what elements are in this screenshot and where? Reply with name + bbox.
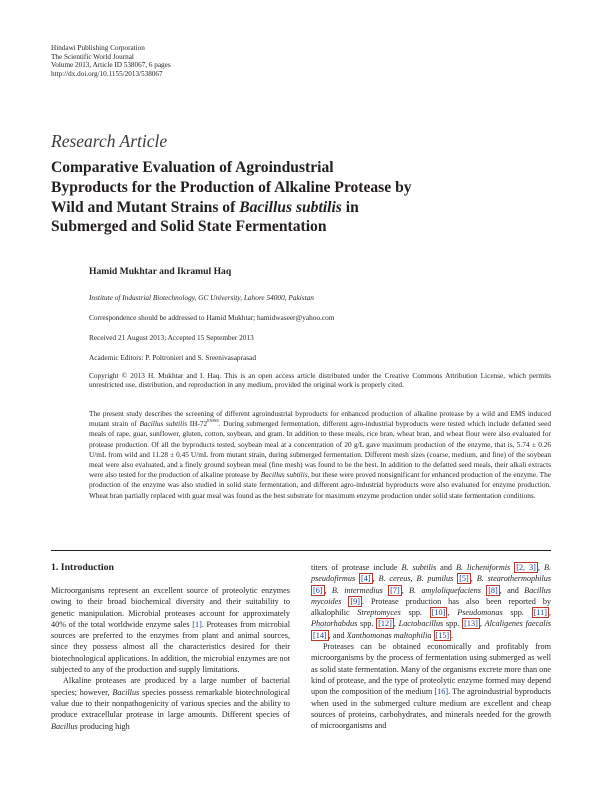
title-line: Wild and Mutant Strains of Bacillus subtilis in [51,198,359,216]
received-dates: Received 21 August 2013; Accepted 15 September 2013 [89,333,254,342]
academic-editors: Academic Editors: P. Poltronieri and S. Sreenivasaprasad [89,353,256,362]
paragraph: Microorganisms represent an excellent source of proteolytic enzymes owing to their broad biochemical diversity and their suitability to genetic manipulation. Microbial proteases account for approximately 40% of the total worldwide enzyme sales [1]. Proteases from microbial sources are preferred to the enzymes from plant and animal sources, since they possess almost all the characteristics desired for their biotechnological applications. In addition, the microbial enzymes are not subjected to any of the production and supply limitations. [51,586,290,675]
citation-link[interactable]: [10] [431,608,446,618]
paragraph: titers of protease include B. subtilis and B. licheniformis [2, 3] , B. pseudofirmus [4] , B. cereus, B. pumilus [5] , B. stearothermophilus [6] , B. intermedius [7] , B. amyloliquefaciens [8] , and Bacillus mycoides [9] . Protease production has also been reported by alkalophilic Streptomyces spp. [10] , Pseudomonas spp. [11] , Photorhabdus spp. [12] , Lactobacillus spp. [13] , Alcaligenes faecalis [14] , and Xanthomonas maltophilia [15] . [311,563,552,640]
affiliation: Institute of Industrial Biotechnology, GC University, Lahore 54000, Pakistan [89,293,314,302]
citation-link[interactable]: [12] [378,619,392,629]
journal-header [51,44,171,78]
section-heading: 1. Introduction [51,562,114,573]
intro-right-column [311,562,551,731]
publisher-name: Hindawi Publishing Corporation [51,44,145,52]
citation-link[interactable]: [16] [434,687,449,697]
abstract: The present study describes the screening of different agroindustrial byproducts for enhanced production of alkaline protease by a wild and EMS induced mutant strain of Bacillus subtilis $IH-72^{EMS8}$. During submerged fermentation, different agro-industrial byproducts were tested which include defatted seed meals of rape, guar, sunflower, gluten, cotton, soybean, and gram. In addition to these meals, rice bran, wheat bran, and wheat flour were also evaluated for protease production. Of all the byproducts tested, soybean meal at a concentration of 20 g/L gave maximum production of the enzyme, that is, 5.74 ± 0.26 U/mL from wild and 11.28 ± 0.45 U/mL from mutant strain, during submerged fermentation. Different mesh sizes (coarse, medium, and fine) of the soybean meal were also evaluated, and a finely ground soybean meal (fine mesh) was found to be the best. In addition to the defatted seed meals, their alkali extracts were also tested for the production of alkaline protease by Bacillus subtilis, but these were proved nonsignificant for enhanced production of the enzyme. The production of the enzyme was also studied in solid state fermentation, and different agro-industrial byproducts were also evaluated for enzyme production. Wheat bran partially replaced with guar meal was found as the best substrate for maximum enzyme production under solid state fermentation conditions. [89,409,552,500]
intro-left-column [51,585,290,732]
citation-link[interactable]: [6] [313,585,323,595]
paper-title [51,158,521,237]
copyright-notice: Copyright © 2013 H. Mukhtar and I. Haq. This is an open access article distributed under the Creative Commons Attribution License, which permits unrestricted use, distribution, and reproduction in any medium, provided the original work is properly cited. [89,371,551,390]
citation-link[interactable]: [15] [435,630,450,640]
title-line: Byproducts for the Production of Alkaline Protease by [51,178,412,196]
citation-link[interactable]: [1] [192,619,202,629]
citation-link[interactable]: [7] [390,585,400,595]
paragraph: Proteases can be obtained economically and profitably from microorganisms by the process of fermentation using submerged as well as solid state fermentation. Many of the organisms excrete more than one kind of protease, and the type of proteolytic enzyme formed may depend upon the composition of the medium [16]. The agroindustrial byproducts when used in the submerged culture medium are excellent and cheap sources of proteins, carbohydrates, and minerals needed for the growth of microorganisms and [311,642,551,731]
citation-link[interactable]: [8] [488,585,498,595]
citation-link[interactable]: [11] [533,608,547,618]
title-line: Comparative Evaluation of Agroindustrial [51,159,334,176]
citation-link[interactable]: [4] [361,574,371,584]
author-list: Hamid Mukhtar and Ikramul Haq [89,266,232,277]
citation-link[interactable]: [5] [459,574,469,584]
volume-info: Volume 2013, Article ID 538067, 6 pages [51,61,171,70]
paragraph: Alkaline proteases are produced by a large number of bacterial species; however, Bacillus species possess remarkable biotechnological value due to their nonpathogenicity of various species and the ability to produce extracellular protease in large amounts. Different species of Bacillus producing high [51,676,290,731]
journal-name: The Scientific World Journal [51,52,134,61]
title-line: Submerged and Solid State Fermentation [51,218,327,236]
section-divider [51,550,551,551]
species-name: Bacillus subtilis [239,198,342,216]
citation-link[interactable]: [14] [313,630,327,640]
correspondence: Correspondence should be addressed to Hamid Mukhtar; hamidwaseer@yahoo.com [89,313,335,322]
doi-link[interactable]: http://dx.doi.org/10.1155/2013/538067 [51,69,163,78]
citation-link[interactable]: [13] [464,619,478,629]
article-type: Research Article [51,131,168,151]
citation-link[interactable]: [9] [350,596,360,606]
citation-link[interactable]: [2, 3] [516,563,536,572]
